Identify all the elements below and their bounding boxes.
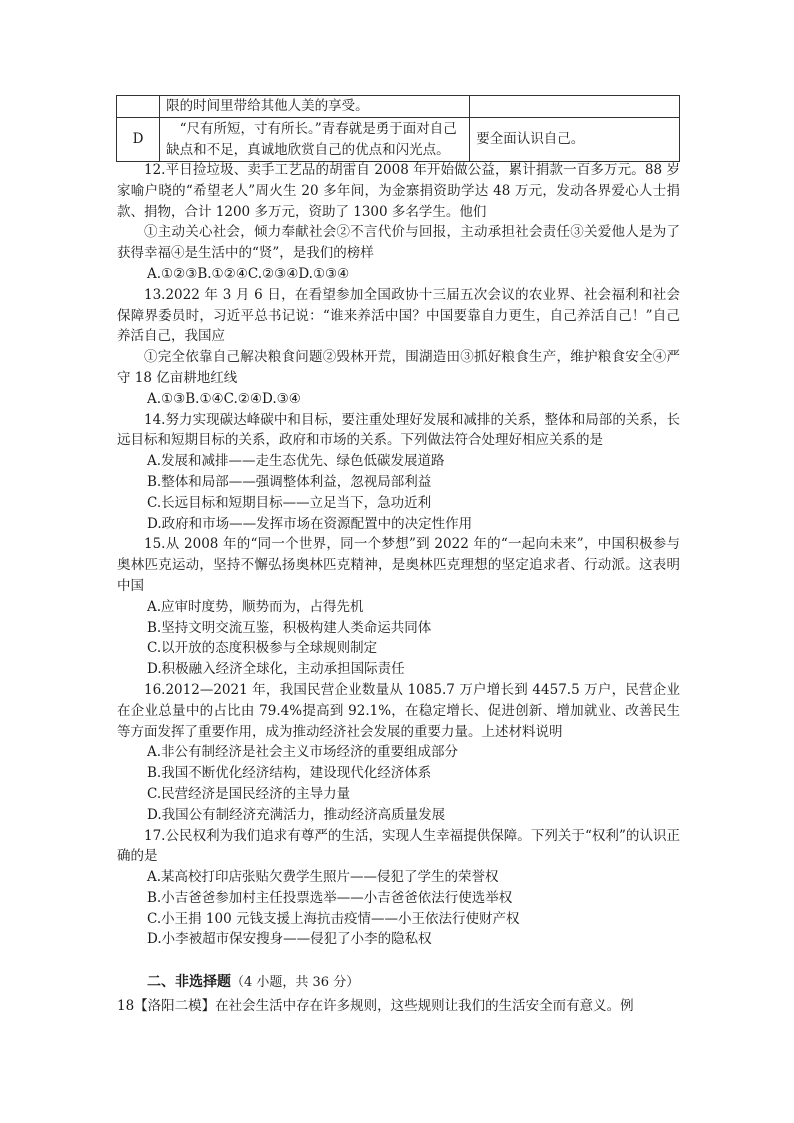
text-line: 认识正确的是 [117,827,680,865]
question-13-items [117,347,680,389]
question-12-stem [117,160,680,222]
question-16-stem [117,680,680,742]
question-13-answers: A.①③B.①④C.②④D.③④ [147,390,301,407]
text-line: 15.从 2008 年的“同一个世界，同一个梦想”到 2022 年的“一起向未来”，中国积极参 [144,536,667,553]
table-cell-text-line: “尺有所短，寸有所长。”青春就是勇于面对自己 [179,120,457,137]
question-18-stem: 18【洛阳二模】在社会生活中存在许多规则，这些规则让我们的生活安全而有意义。例 [117,998,634,1015]
text-line: 17.公民权利为我们追求有尊严的生活，实现人生幸福提供保障。下列关于“权利”的 [144,827,640,844]
table-cell-letter [117,96,160,118]
question-16-option-c: C.民营经济是国民经济的主导力量 [147,785,351,802]
text-line: 业总量中的占比由 79.4%提高到 92.1%，在稳定增长、促进创新、增加就业、改善民生等方 [117,702,681,740]
table-cell-text [160,118,470,162]
question-15-stem [117,534,680,596]
question-14-option-d: D.政府和市场——发挥市场在资源配置中的决定性作用 [147,515,473,532]
question-17-option-a: A.某高校打印店张贴欠费学生照片——侵犯了学生的荣誉权 [147,869,499,886]
table-cell-text-line: 缺点和不足，真诚地欣赏自己的优点和闪光点。 [166,141,450,158]
question-14-stem [117,410,680,452]
question-16-option-b: B.我国不断优化经济结构，建设现代化经济体系 [147,765,432,782]
table-cell-note: 要全面认识自己。 [470,118,680,162]
question-14-option-b: B.整体和局部——强调整体利益，忽视局部利益 [147,473,432,490]
text-line: 长远目标和短期目标的关系，政府和市场的关系。下列做法符合处理好相应关系的是 [117,411,680,449]
question-15-option-c: C.以开放的态度积极参与全球规则制定 [147,640,378,657]
table-cell-text: 限的时间里带给其他人美的享受。 [160,96,470,118]
question-14-option-c: C.长远目标和短期目标——立足当下，急功近利 [147,494,432,511]
section-heading [117,972,680,994]
question-17-option-b: B.小吉爸爸参加村主任投票选举——小吉爸爸依法行使选举权 [147,889,513,906]
text-line: 13.2022 年 3 月 6 日，在看望参加全国政协十三届五次会议的农业界、社会福利和社会 [144,286,680,303]
question-14-option-a: A.发展和减排——走生态优先、绿色低碳发展道路 [147,453,445,470]
text-line: 保障界委员时，习近平总书记说：“谁来养活中国？中国要靠自力更生，自己养活自己！” [117,307,653,324]
text-line: 表明中国 [117,557,681,594]
text-line: ①完全依靠自己解决粮食问题②毁林开荒，围湖造田③抓好粮食生产，维护粮食安全④ [144,349,667,366]
question-12-items [117,222,680,264]
text-line: ①主动关心社会，倾力奉献社会②不言代价与回报，主动承担社会责任③关爱他人是为 [144,224,667,241]
text-line: 自己养活自己，我国应 [117,307,680,345]
question-17-stem [117,826,680,868]
text-line: 严守 18 亿亩耕地红线 [117,349,680,386]
text-line: 16.2012—2021 年，我国民营企业数量从 1085.7 万户增长到 4457.5 万户，民营企业在企 [117,681,680,719]
question-16-option-a: A.非公有制经济是社会主义市场经济的重要组成部分 [147,744,459,761]
text-line: 与奥林匹克运动，坚持不懈弘扬奥林匹克精神，是奥林匹克理想的坚定追求者、行动派。这 [117,536,680,574]
question-15-option-b: B.坚持文明交流互鉴，积极构建人类命运共同体 [147,619,432,636]
question-17-option-d: D.小李被超市保安搜身——侵犯了小李的隐私权 [147,931,432,948]
options-table [116,95,680,162]
table-row [117,118,680,162]
question-12-answers: A.①②③B.①②④C.②③④D.①③④ [147,265,350,282]
text-line: 面发挥了重要作用，成为推动经济社会发展的重要力量。上述材料说明 [144,723,563,740]
table-row [117,96,680,118]
text-line: 家喻户晓的“希望老人”周火生 20 多年间，为金寨捐资助学达 48 万元，发动各界爱心人士 [117,182,667,199]
text-line: 14.努力实现碳达峰碳中和目标，要注重处理好发展和减排的关系，整体和局部的关系， [144,411,667,428]
table-cell-note [470,96,680,118]
text-line: 捐款、捐物，合计 1200 多万元，资助了 1300 多名学生。他们 [117,182,680,220]
section-note: （4 小题，共 36 分） [231,975,360,991]
text-line: 12.平日捡垃圾、卖手工艺品的胡雷自 2008 年开始做公益，累计捐款一百多万元。88 岁 [144,162,680,178]
question-17-option-c: C.小王捐 100 元钱支援上海抗击疫情——小王依法行使财产权 [147,910,520,927]
question-15-option-a: A.应审时度势，顺势而为，占得先机 [147,598,364,615]
text-line: 了获得幸福④是生活中的“贤”，是我们的榜样 [117,224,680,262]
question-16-option-d: D.我国公有制经济充满活力，推动经济高质量发展 [147,806,446,823]
question-13-stem [117,285,680,347]
table-cell-letter: D [117,118,160,162]
question-15-option-d: D.积极融入经济全球化，主动承担国际责任 [147,661,405,678]
section-title: 二、非选择题 [147,974,231,991]
questions-body [117,160,680,1017]
